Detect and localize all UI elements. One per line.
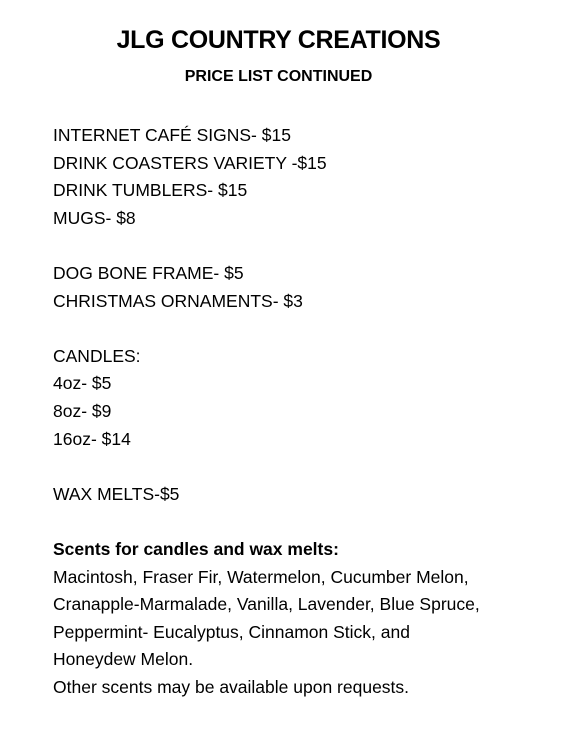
price-item-internet-cafe-signs: INTERNET CAFÉ SIGNS- $15 xyxy=(53,125,291,145)
scents-note: Other scents may be available upon requests. xyxy=(53,676,410,697)
item-group-decor xyxy=(53,260,573,315)
price-item-mugs: MUGS- $8 xyxy=(53,207,136,228)
spacer xyxy=(53,232,573,260)
candles-heading: CANDLES: xyxy=(53,345,141,366)
price-item-drink-tumblers: DRINK TUMBLERS- $15 xyxy=(53,180,248,201)
price-item-candle-4oz: 4oz- $5 xyxy=(53,373,112,394)
scents-heading: Scents for candles and wax melts: xyxy=(53,538,339,559)
item-group-gifts xyxy=(53,122,573,232)
item-group-candles xyxy=(53,343,573,453)
price-item-candle-8oz: 8oz- $9 xyxy=(53,400,112,421)
item-group-wax-melts xyxy=(53,481,573,509)
price-item-candle-16oz: 16oz- $14 xyxy=(53,428,131,449)
price-item-wax-melts: WAX MELTS-$5 xyxy=(53,483,180,504)
price-item-christmas-ornaments: CHRISTMAS ORNAMENTS- $3 xyxy=(53,290,303,311)
spacer xyxy=(53,508,573,536)
price-item-drink-coasters: DRINK COASTERS VARIETY -$15 xyxy=(53,152,327,173)
scents-line: Peppermint- Eucalyptus, Cinnamon Stick, and xyxy=(53,621,410,642)
price-item-dog-bone-frame: DOG BONE FRAME- $5 xyxy=(53,262,244,283)
page-title: JLG COUNTRY CREATIONS xyxy=(116,26,441,54)
scents-section xyxy=(53,536,573,702)
page-subtitle: PRICE LIST CONTINUED xyxy=(184,68,373,85)
price-list-body xyxy=(53,122,573,701)
scents-line: Cranapple-Marmalade, Vanilla, Lavender, Blue Spruce, xyxy=(53,594,480,615)
scents-line: Macintosh, Fraser Fir, Watermelon, Cucumber Melon, xyxy=(53,566,469,587)
scents-line: Honeydew Melon. xyxy=(53,649,194,670)
spacer xyxy=(53,315,573,343)
spacer xyxy=(53,453,573,481)
